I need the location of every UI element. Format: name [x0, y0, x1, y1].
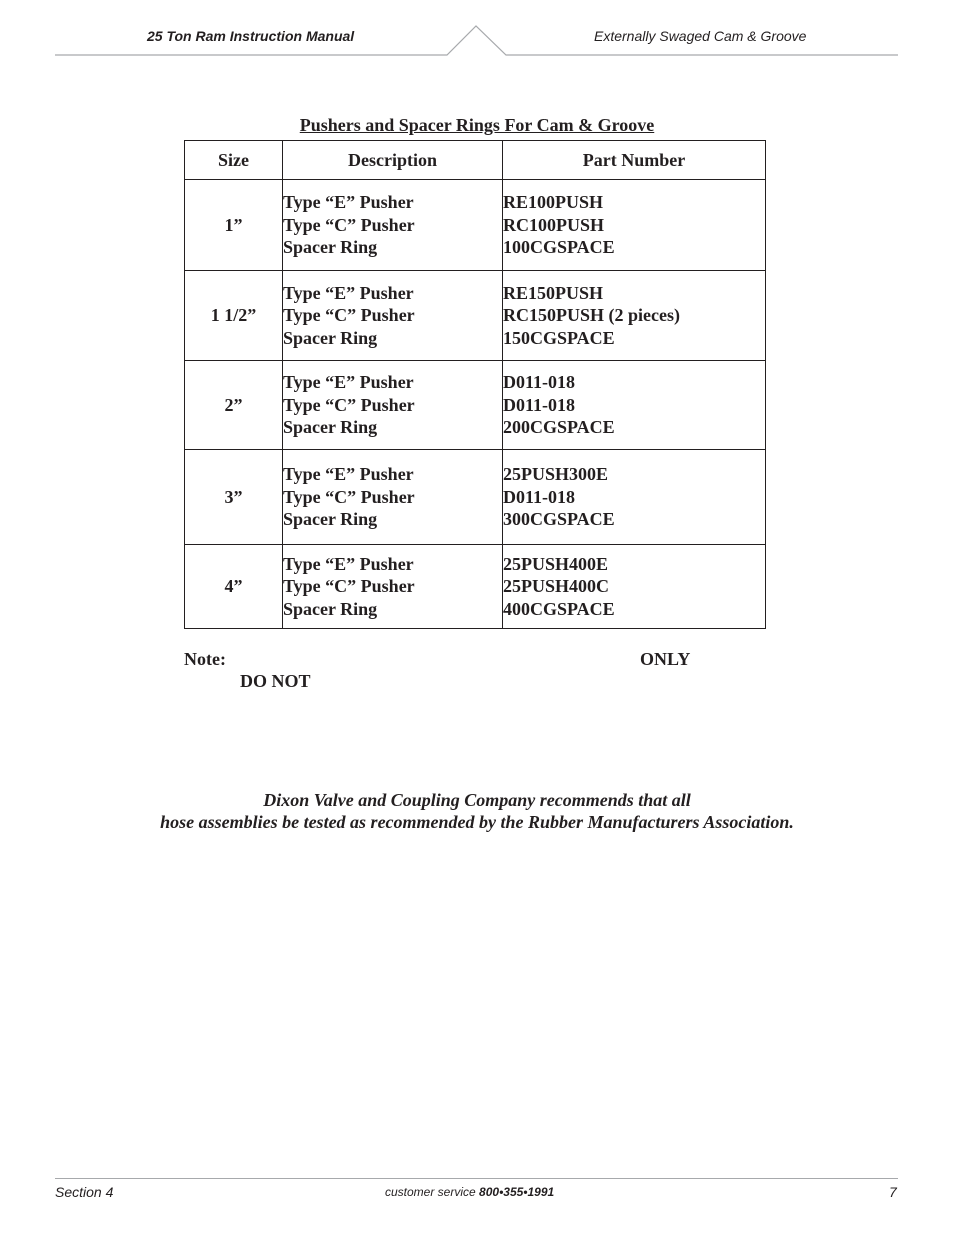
size-cell: 4” — [185, 545, 283, 629]
column-header-description: Description — [283, 141, 503, 180]
description-line: Type “C” Pusher — [283, 305, 415, 326]
table-row — [185, 180, 766, 271]
footer-section: Section 4 — [55, 1184, 114, 1200]
part-number-cell — [503, 545, 766, 629]
part-number: 300CGSPACE — [503, 509, 615, 530]
description-line: Type “C” Pusher — [283, 214, 415, 235]
table-header-row — [185, 141, 766, 180]
part-number: 25PUSH400C — [503, 576, 610, 597]
table-row — [185, 361, 766, 450]
table-title: Pushers and Spacer Rings For Cam & Groove — [299, 115, 655, 135]
description-cell — [283, 361, 503, 450]
customer-service-label: customer service — [385, 1185, 476, 1199]
note-only: ONLY — [640, 649, 691, 669]
recommendation-line-1: Dixon Valve and Coupling Company recommends that all — [263, 790, 691, 810]
description-line: Spacer Ring — [283, 237, 378, 258]
header-rule — [0, 0, 954, 70]
note-label: Note: — [184, 649, 226, 669]
part-number-cell — [503, 450, 766, 545]
part-number: D011-018 — [503, 394, 575, 415]
description-line: Spacer Ring — [283, 509, 378, 530]
part-number: RE100PUSH — [503, 192, 604, 213]
description-cell — [283, 180, 503, 271]
description-line: Spacer Ring — [283, 598, 378, 619]
part-number-cell — [503, 361, 766, 450]
part-number-cell — [503, 271, 766, 361]
description-line: Type “E” Pusher — [283, 192, 414, 213]
size-cell: 3” — [185, 450, 283, 545]
size-cell: 1” — [185, 180, 283, 271]
description-line: Type “C” Pusher — [283, 576, 415, 597]
header-section-title: Externally Swaged Cam & Groove — [594, 28, 807, 44]
column-header-size: Size — [185, 141, 283, 180]
customer-service-phone: 800•355•1991 — [479, 1185, 555, 1199]
part-number: 400CGSPACE — [503, 598, 615, 619]
description-cell — [283, 545, 503, 629]
table-row — [185, 271, 766, 361]
footer-rule — [55, 1178, 898, 1179]
part-number: 25PUSH300E — [503, 464, 609, 485]
description-line: Type “C” Pusher — [283, 394, 415, 415]
description-line: Type “E” Pusher — [283, 372, 414, 393]
description-cell — [283, 450, 503, 545]
part-number-cell — [503, 180, 766, 271]
header-manual-title: 25 Ton Ram Instruction Manual — [147, 28, 355, 44]
description-line: Type “E” Pusher — [283, 282, 414, 303]
part-number: D011-018 — [503, 486, 575, 507]
part-number: D011-018 — [503, 372, 575, 393]
size-cell: 2” — [185, 361, 283, 450]
column-header-part-number: Part Number — [503, 141, 766, 180]
recommendation-line-2: hose assemblies be tested as recommended by the Rubber Manufacturers Association. — [160, 812, 794, 832]
part-number: RC150PUSH (2 pieces) — [503, 305, 680, 326]
description-line: Type “E” Pusher — [283, 464, 414, 485]
table-row — [185, 545, 766, 629]
page-number: 7 — [889, 1184, 897, 1200]
part-number: RE150PUSH — [503, 282, 604, 303]
description-line: Type “E” Pusher — [283, 553, 414, 574]
footer-customer-service — [385, 1185, 554, 1199]
size-cell: 1 1/2” — [185, 271, 283, 361]
table-row — [185, 450, 766, 545]
note-do-not: DO NOT — [240, 671, 311, 691]
part-number: RC100PUSH — [503, 214, 605, 235]
description-line: Spacer Ring — [283, 417, 378, 438]
description-cell — [283, 271, 503, 361]
part-number: 200CGSPACE — [503, 417, 615, 438]
part-number: 25PUSH400E — [503, 553, 609, 574]
description-line: Spacer Ring — [283, 327, 378, 348]
description-line: Type “C” Pusher — [283, 486, 415, 507]
parts-table — [184, 140, 766, 629]
part-number: 150CGSPACE — [503, 327, 615, 348]
part-number: 100CGSPACE — [503, 237, 615, 258]
